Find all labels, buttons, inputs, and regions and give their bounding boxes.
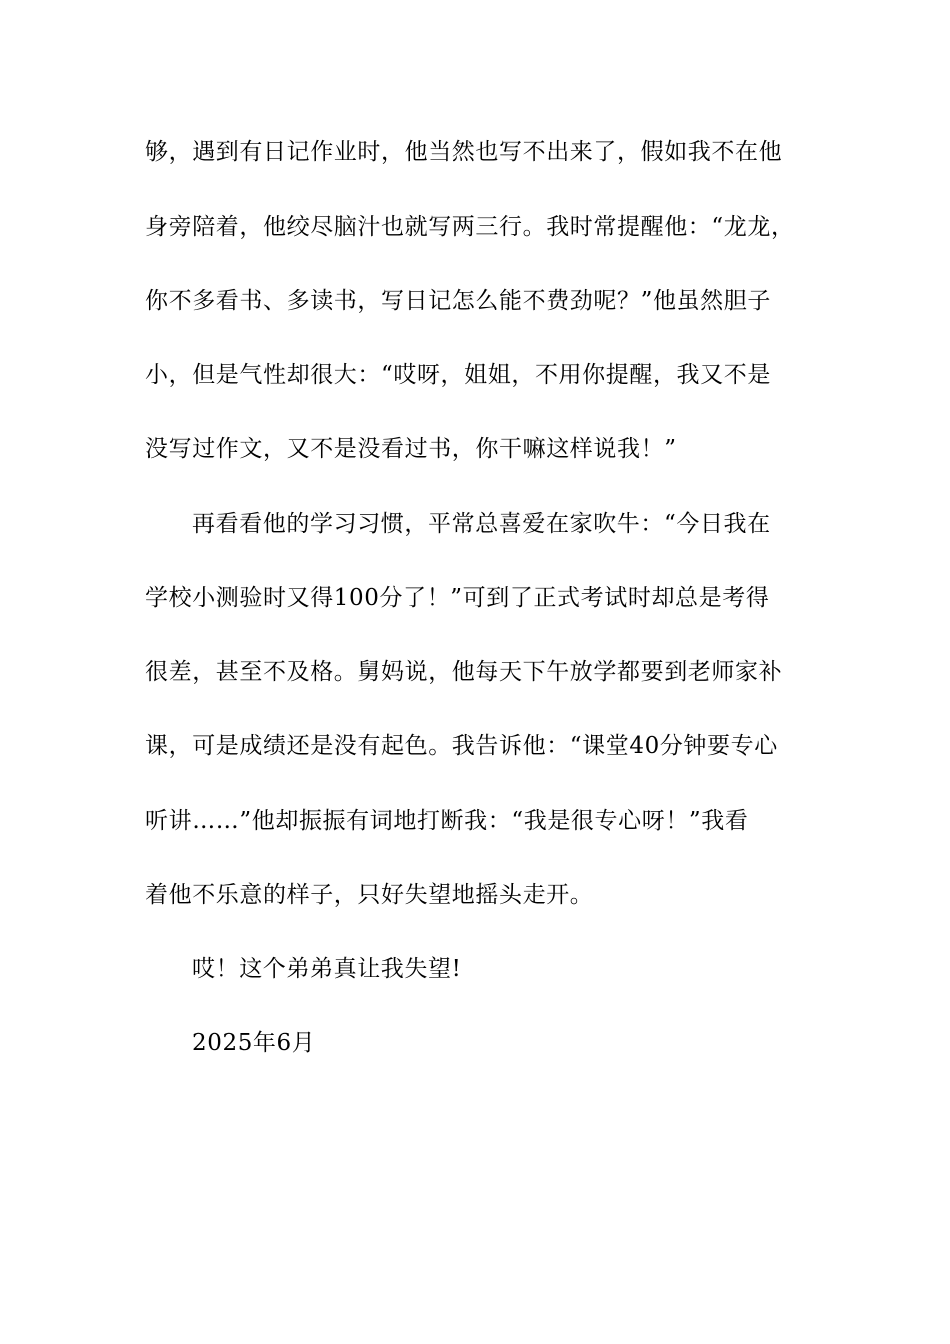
paragraph-line: 身旁陪着，他绞尽脑汁也就写两三行。我时常提醒他：“龙龙， — [145, 214, 795, 240]
paragraph-line: 学校小测验时又得100分了！”可到了正式考试时却总是考得 — [145, 585, 770, 611]
paragraph-line: 课，可是成绩还是没有起色。我告诉他：“课堂40分钟要专心 — [145, 733, 778, 759]
paragraph-line: 听讲……”他却振振有词地打断我：“我是很专心呀！”我看 — [145, 808, 749, 834]
paragraph-line: 很差，甚至不及格。舅妈说，他每天下午放学都要到老师家补 — [145, 659, 783, 685]
paragraph-line: 再看看他的学习习惯，平常总喜爱在家吹牛：“今日我在 — [192, 511, 771, 537]
paragraph-line: 着他不乐意的样子，只好失望地摇头走开。 — [145, 882, 594, 908]
paragraph-line: 没写过作文，又不是没看过书，你干嘛这样说我！” — [145, 436, 677, 462]
paragraph-line: 够，遇到有日记作业时，他当然也写不出来了，假如我不在他 — [145, 139, 783, 165]
document-date: 2025年6月 — [192, 1030, 316, 1056]
paragraph-line: 你不多看书、多读书，写日记怎么能不费劲呢？”他虽然胆子 — [145, 288, 771, 314]
paragraph-line: 小，但是气性却很大：“哎呀，姐姐，不用你提醒，我又不是 — [145, 362, 771, 388]
closing-exclamation: 哎！这个弟弟真让我失望! — [192, 956, 462, 982]
